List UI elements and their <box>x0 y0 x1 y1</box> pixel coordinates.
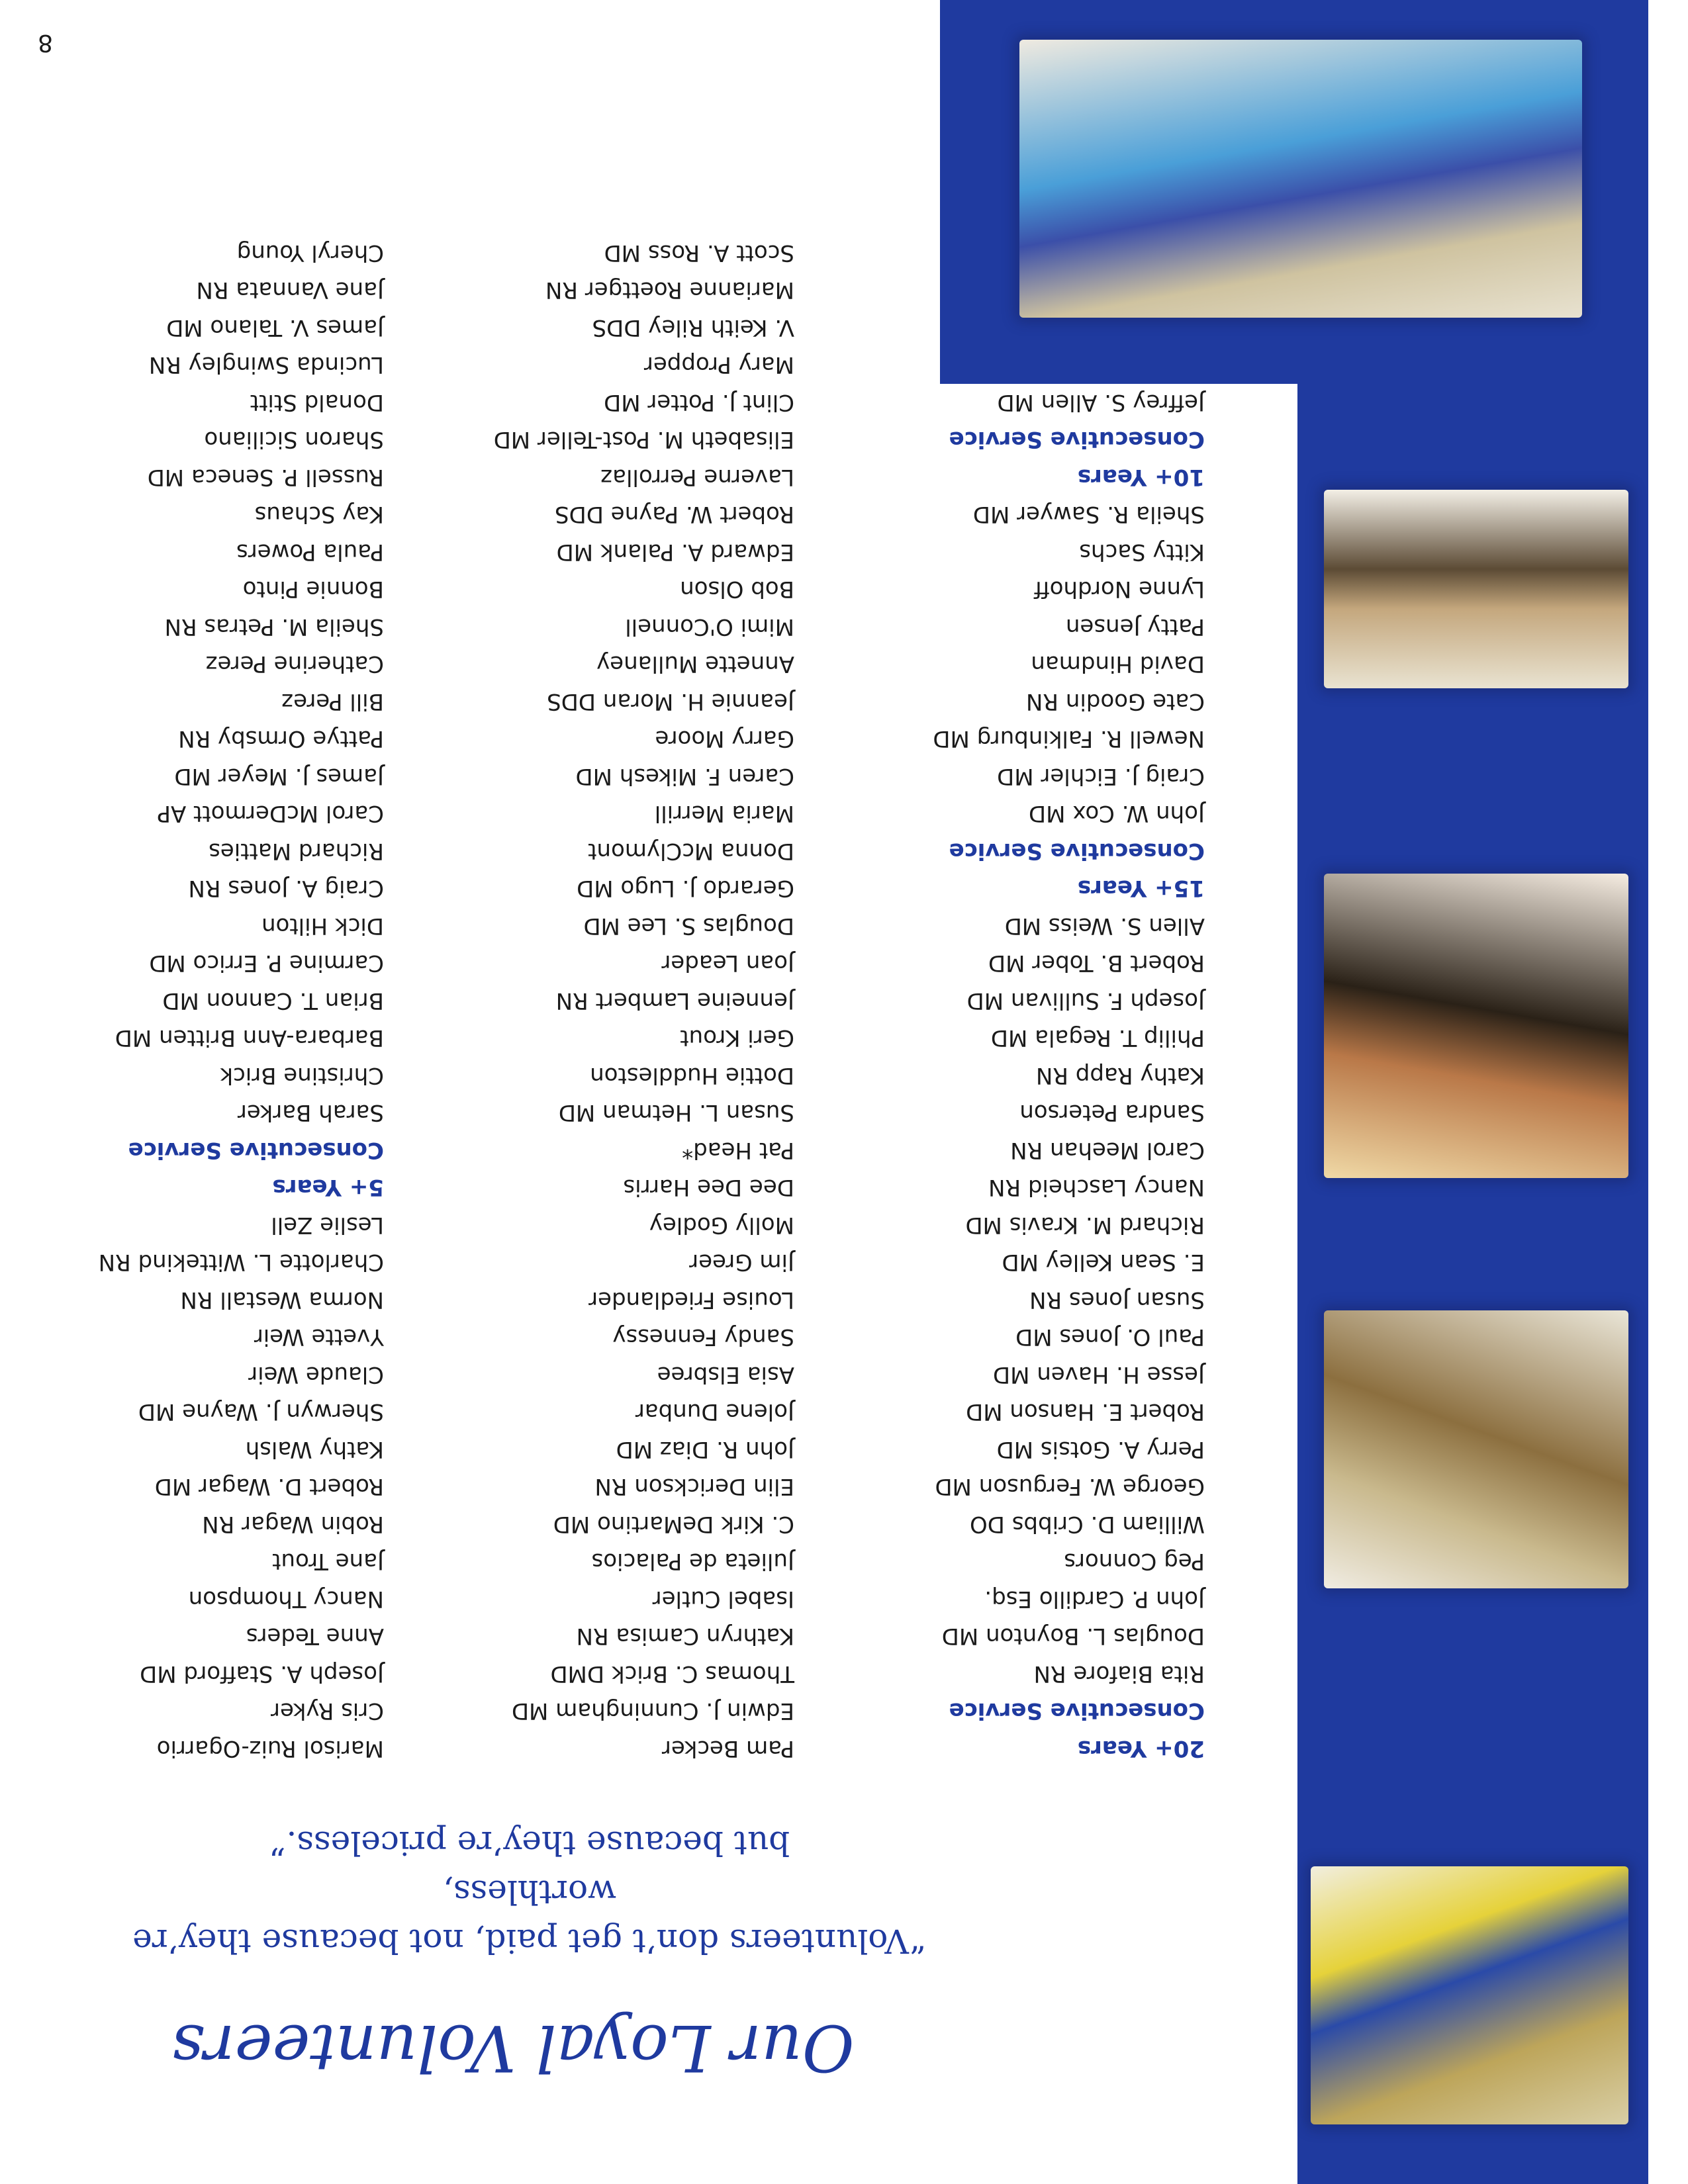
volunteer-name: Sherwyn J. Wayne MD <box>138 1398 384 1426</box>
volunteer-column-right <box>40 234 384 1768</box>
volunteer-name: Rita Biafore RN <box>1033 1661 1205 1687</box>
volunteer-name: Lucinda Swingley RN <box>148 351 384 379</box>
volunteer-name: Edward A. Palank MD <box>556 539 794 565</box>
volunteer-name: Philip T. Regala MD <box>990 1024 1205 1052</box>
volunteer-name: Joan Leader <box>661 950 794 977</box>
volunteer-name: Kathy Rapp RN <box>1035 1062 1205 1089</box>
volunteer-name: Carol Meehan RN <box>1010 1137 1205 1163</box>
volunteer-name: Sarah Barker <box>237 1099 384 1126</box>
volunteer-name: Claude Weir <box>248 1361 384 1388</box>
volunteer-name: Pattye Ormsby RN <box>178 725 384 752</box>
volunteer-name: Sandra Peterson <box>1019 1099 1205 1126</box>
volunteer-name: Thomas C. Brick DMD <box>550 1661 794 1687</box>
volunteer-name: Richard Matties <box>209 838 384 864</box>
volunteer-name: Jeffrey S. Allen MD <box>997 389 1205 416</box>
section-heading: Consecutive Service <box>949 426 1205 453</box>
volunteer-name: Douglas S. Lee MD <box>583 913 794 939</box>
volunteer-column-middle <box>384 234 794 1768</box>
volunteer-name: Mimi O'Connell <box>625 614 794 640</box>
volunteer-name: John R. Diaz MD <box>616 1436 794 1463</box>
volunteer-name: Robert B. Tober MD <box>988 950 1205 977</box>
volunteer-name: Nancy Thompson <box>188 1586 384 1612</box>
volunteer-name: Kitty Sachs <box>1079 539 1205 565</box>
volunteer-name: Jane Vannata RN <box>196 277 384 304</box>
volunteer-name: Elin Derickson RN <box>594 1473 794 1500</box>
volunteer-name: Brian T. Cannon MD <box>162 987 384 1014</box>
section-heading: 20+ Years <box>1077 1735 1205 1762</box>
volunteer-name: Robert E. Hanson MD <box>966 1398 1205 1426</box>
volunteer-name: Marisol Ruiz-Ogarrio <box>156 1735 384 1762</box>
volunteer-name: Kathy Walsh <box>245 1436 384 1463</box>
volunteer-name: Donna McClymont <box>588 838 794 864</box>
volunteer-name: V. Keith Riley DDS <box>592 314 794 341</box>
volunteer-name: Caren F. Mikesh MD <box>575 763 794 790</box>
volunteer-name: Craig A. Jones RN <box>188 875 384 902</box>
volunteer-name: John P. Cardillo Esq. <box>984 1586 1205 1612</box>
volunteer-name: Maria Merrill <box>654 800 794 827</box>
volunteer-name: Dottie Huddleston <box>590 1062 794 1089</box>
volunteer-name: Douglas L. Boynton MD <box>941 1623 1205 1650</box>
section-heading: Consecutive Service <box>949 1698 1205 1725</box>
volunteer-name: Sheila R. Sawyer MD <box>972 501 1205 528</box>
volunteer-name: Kay Schaus <box>254 501 384 528</box>
volunteer-name: James V. Talano MD <box>166 314 384 341</box>
volunteer-name: Yvette Weir <box>254 1324 384 1351</box>
volunteer-name: Geri Krout <box>680 1024 794 1052</box>
volunteer-name: Robin Wagar RN <box>202 1511 384 1537</box>
volunteer-name: Elisabeth M. Post-Teller MD <box>493 426 794 453</box>
volunteer-name: Catherine Perez <box>205 651 384 678</box>
section-heading: Consecutive Service <box>949 838 1205 864</box>
volunteer-name: Allen S. Weiss MD <box>1004 913 1205 939</box>
volunteer-name: Asia Elsbree <box>657 1361 794 1388</box>
volunteer-name: Edwin J. Cunningham MD <box>511 1698 794 1725</box>
volunteer-name: Perry A. Gotsis MD <box>996 1436 1205 1463</box>
volunteer-name: E. Sean Kelley MD <box>1002 1249 1205 1276</box>
volunteer-name: Christine Brick <box>220 1062 384 1089</box>
volunteer-name: Annette Mullaney <box>596 651 794 678</box>
volunteer-photo <box>1311 1866 1628 2124</box>
volunteer-name: Robert D. Wagar MD <box>154 1473 384 1500</box>
volunteer-name: Patty Jensen <box>1065 614 1205 640</box>
volunteer-name: Bonnie Pinto <box>242 576 384 603</box>
volunteer-name: Pam Becker <box>661 1735 794 1762</box>
section-heading: Consecutive Service <box>128 1137 384 1163</box>
volunteer-name: Craig J. Eichler MD <box>997 763 1205 790</box>
volunteer-name: Jeannie H. Moran DDS <box>547 688 794 715</box>
volunteer-name: Mary Propper <box>643 351 794 379</box>
volunteer-name: Jane Trout <box>272 1548 384 1575</box>
section-heading: 5+ Years <box>272 1174 384 1201</box>
volunteer-name: Sheila M. Petras RN <box>164 614 384 640</box>
volunteer-photo <box>1324 874 1628 1178</box>
volunteer-name: Sandy Fennessy <box>612 1324 794 1351</box>
volunteer-name: Laverne Perrollaz <box>600 464 794 490</box>
volunteer-name: Jim Greer <box>689 1249 794 1276</box>
volunteer-name: David Hindman <box>1031 651 1205 678</box>
volunteer-name: C. Kirk DeMartino MD <box>553 1511 794 1537</box>
volunteer-name: Peg Connors <box>1064 1548 1205 1575</box>
page-title: Our Loyal Volunteers <box>171 2011 855 2085</box>
volunteer-name: Jesse H. Haven MD <box>993 1361 1205 1388</box>
volunteer-name: Jenneine Lambert RN <box>555 987 794 1014</box>
volunteer-name: Susan Jones RN <box>1029 1287 1205 1313</box>
volunteer-group-photo <box>1019 40 1582 318</box>
volunteer-name: Paul O. Jones MD <box>1015 1324 1205 1351</box>
quote-line: but because they’re priceless.” <box>269 1824 790 1862</box>
volunteer-name: William D. Cribbs DO <box>969 1511 1205 1537</box>
volunteer-name: Anne Teders <box>246 1623 384 1650</box>
volunteer-name: Bill Perez <box>281 688 384 715</box>
volunteer-name: Isabel Cutler <box>652 1586 794 1612</box>
section-heading: 10+ Years <box>1077 464 1205 490</box>
volunteer-name: Bob Olson <box>680 576 794 603</box>
volunteer-name: Richard M. Kravis MD <box>965 1212 1205 1238</box>
volunteer-name: Cate Goodin RN <box>1025 688 1205 715</box>
volunteer-name: Newell R. Falkinburg MD <box>933 725 1205 752</box>
volunteer-name: Clint J. Potter MD <box>604 389 794 416</box>
volunteer-name: Garry Moore <box>655 725 794 752</box>
volunteer-photo <box>1324 490 1628 688</box>
volunteer-name: Donald Stitt <box>250 389 384 416</box>
volunteer-name: Dee Dee Harris <box>623 1174 794 1201</box>
volunteer-name: Louise Friedlander <box>588 1287 794 1313</box>
volunteer-name: Julieta de Palacios <box>591 1548 794 1575</box>
volunteer-name: Lynne Nordhoff <box>1034 576 1205 603</box>
volunteer-name: Pat Head* <box>682 1137 794 1163</box>
volunteer-name: Paula Powers <box>236 539 384 565</box>
volunteer-name: Norma Westall RN <box>180 1287 384 1313</box>
volunteer-name: Joseph A. Stafford MD <box>140 1661 384 1687</box>
volunteer-name: Molly Godley <box>649 1212 794 1238</box>
volunteer-name: Sharon Siciliano <box>204 426 384 453</box>
volunteer-name: Susan L. Hetman MD <box>558 1099 794 1126</box>
volunteer-name: Marianne Roettger RN <box>545 277 794 304</box>
volunteer-name: Cheryl Young <box>236 240 384 266</box>
volunteer-name: Carol McDermott AP <box>157 800 384 827</box>
volunteer-name: Gerardo J. Lugo MD <box>577 875 794 902</box>
volunteer-name: Jolene Dunbar <box>635 1398 794 1426</box>
volunteer-name: Barbara-Ann Britten MD <box>115 1024 384 1052</box>
volunteer-name: George W. Ferguson MD <box>935 1473 1205 1500</box>
volunteer-name: Scott A. Ross MD <box>604 240 794 266</box>
volunteer-name: James J. Meyer MD <box>174 763 384 790</box>
quote <box>66 1819 993 1966</box>
volunteer-name: Dick Hilton <box>261 913 384 939</box>
quote-line: “Volunteers don’t get paid, not because they’re worthless, <box>132 1873 927 1960</box>
volunteer-name: Kathryn Camisa RN <box>576 1623 794 1650</box>
volunteer-name: Cris Ryker <box>271 1698 384 1725</box>
volunteer-photo <box>1324 1310 1628 1588</box>
volunteer-name: Carmine P. Errico MD <box>149 950 384 977</box>
volunteer-name: Russell P. Seneca MD <box>147 464 384 490</box>
volunteer-name: Joseph F. Sullivan MD <box>966 987 1205 1014</box>
volunteer-name: Leslie Zell <box>271 1212 384 1238</box>
page-number: 8 <box>38 29 53 56</box>
volunteer-name: John W. Cox MD <box>1028 800 1205 827</box>
volunteer-column-left <box>781 384 1205 1768</box>
volunteer-name: Robert W. Payne DDS <box>555 501 794 528</box>
volunteer-name: Nancy Lascheid RN <box>988 1174 1205 1201</box>
section-heading: 15+ Years <box>1077 875 1205 902</box>
volunteer-name: Charlotte L. Wittekind RN <box>98 1249 384 1276</box>
